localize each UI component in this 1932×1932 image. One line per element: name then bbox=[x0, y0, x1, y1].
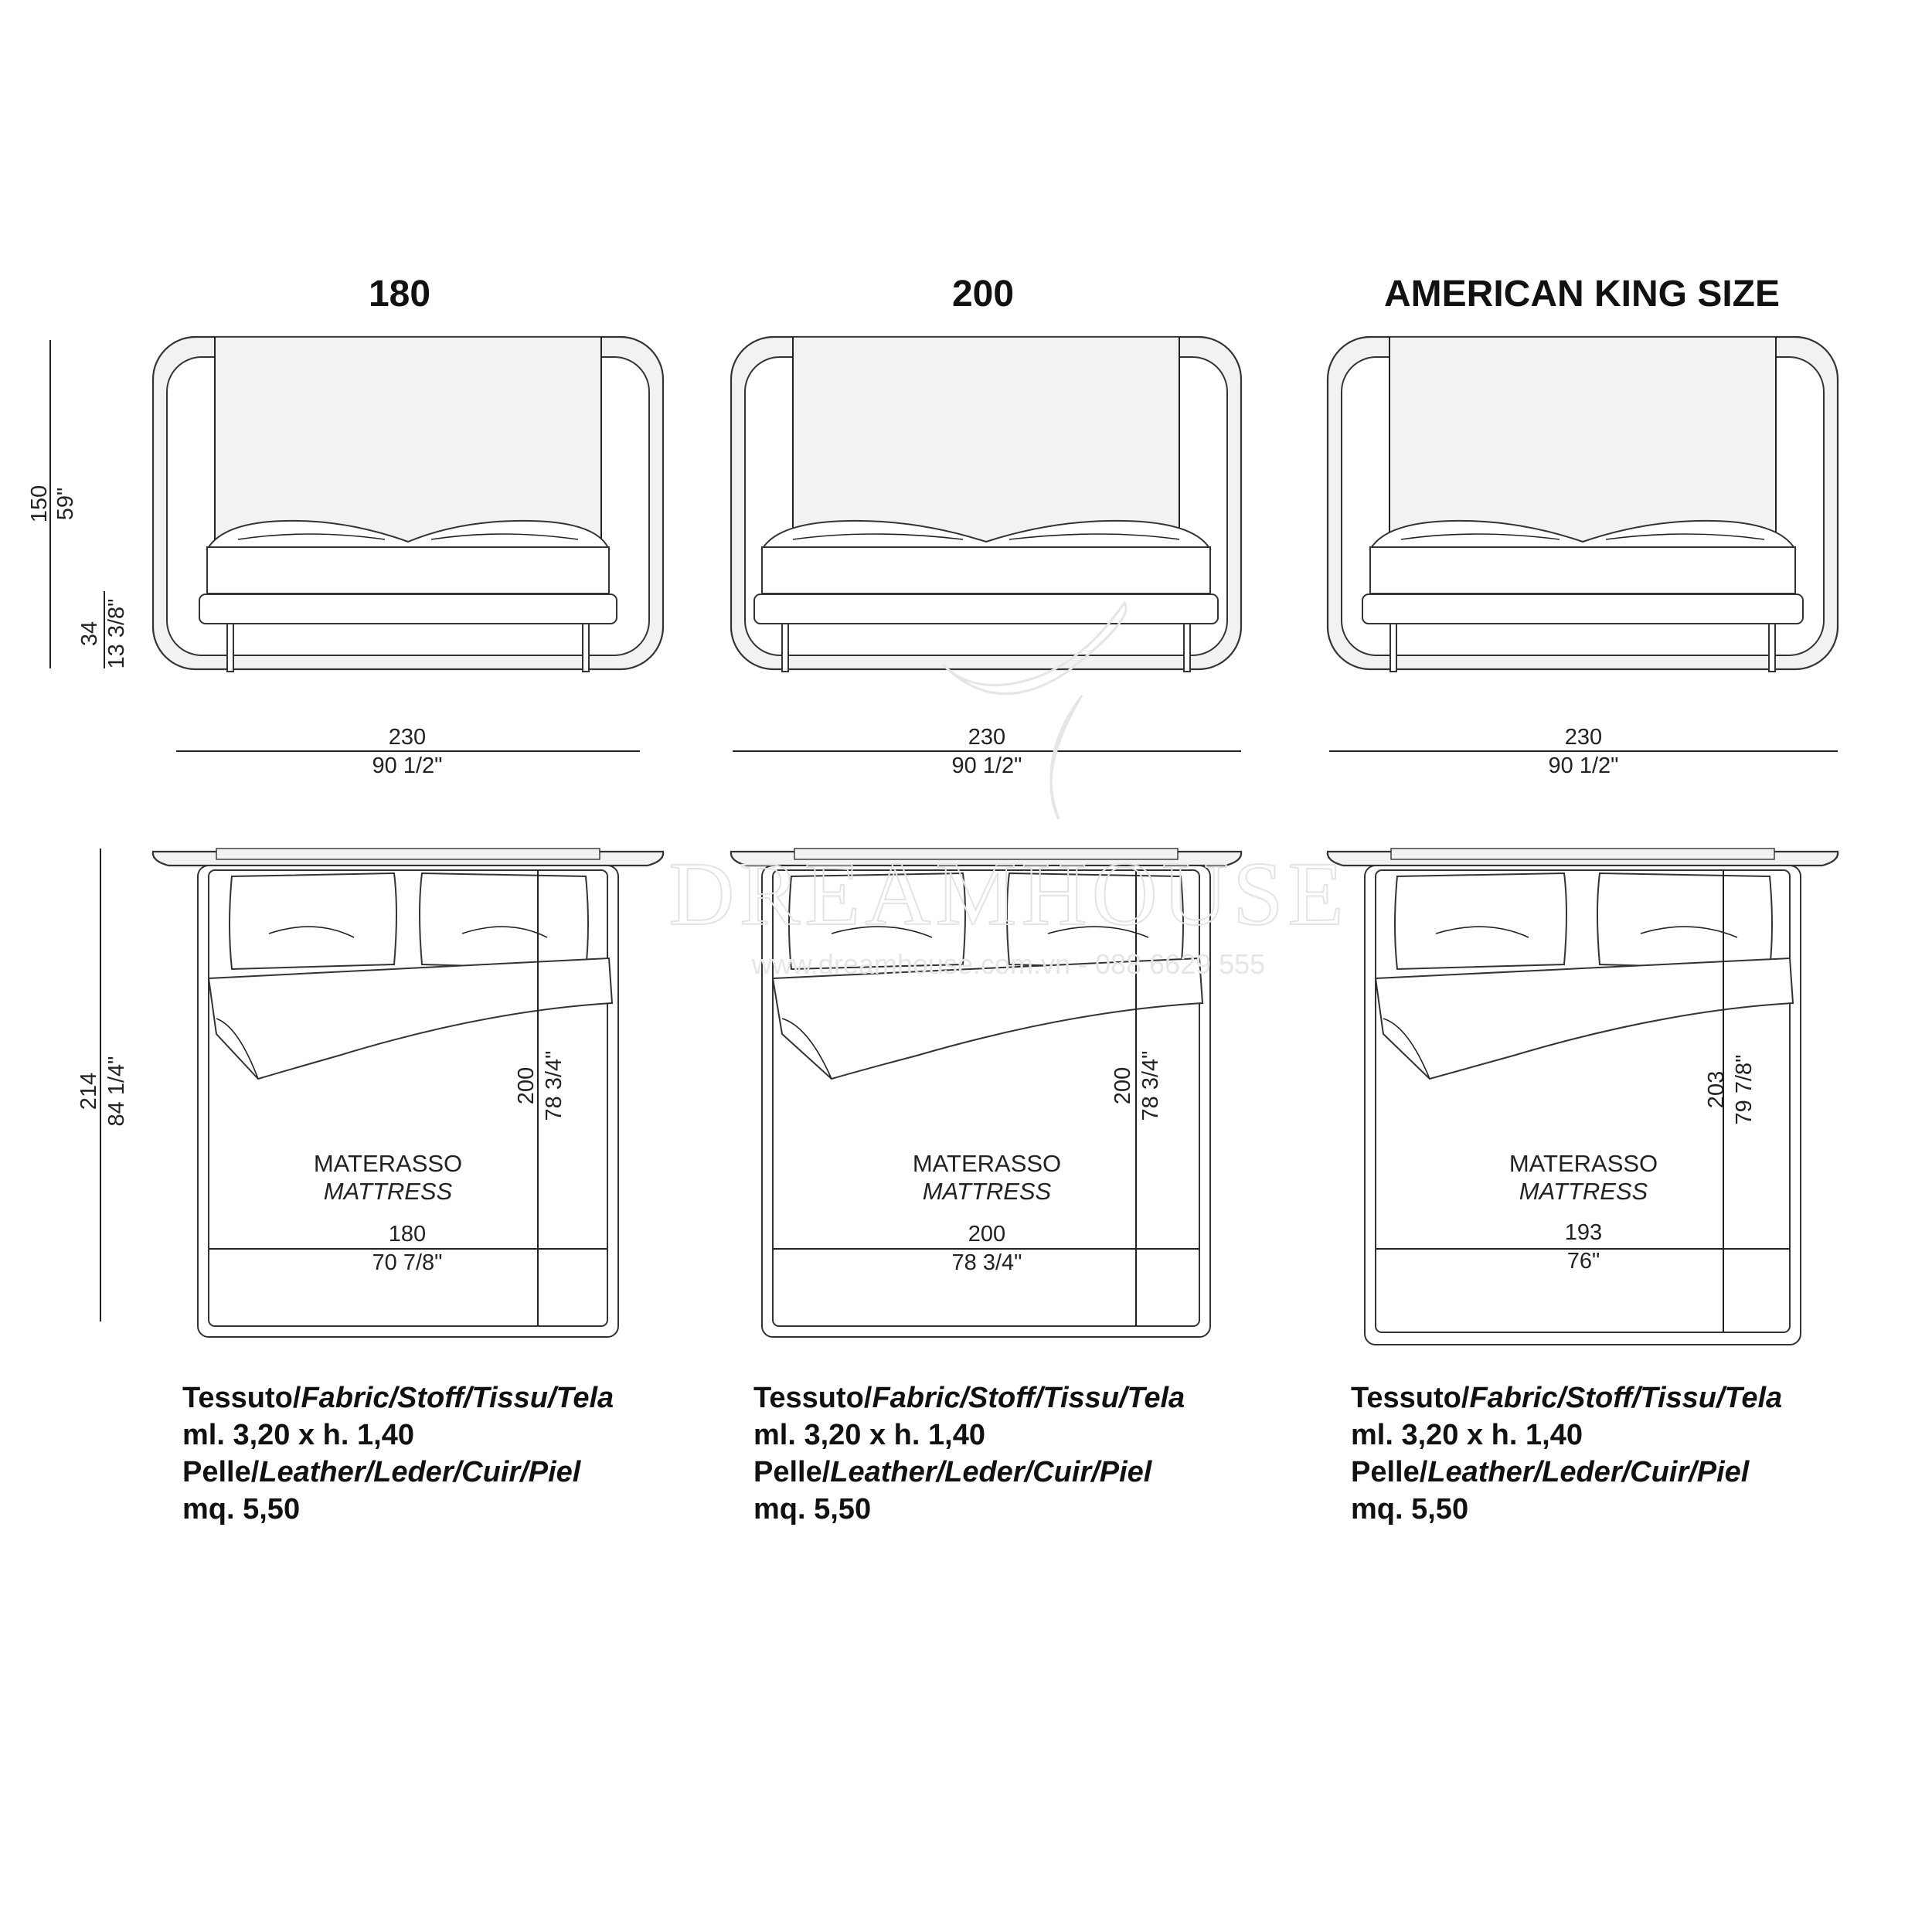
material-spec-200 bbox=[753, 1379, 1185, 1528]
fabric-amount: ml. 3,20 x h. 1,40 bbox=[1351, 1419, 1583, 1451]
base-height-in: 13 3/8" bbox=[104, 598, 129, 669]
width-cm: 230 bbox=[388, 725, 427, 750]
mattress-length-in-200: 78 3/4" bbox=[1138, 1050, 1163, 1121]
width-in: 90 1/2" bbox=[372, 753, 443, 778]
mattress-length-cm-180: 200 bbox=[514, 1066, 539, 1105]
front-view-american-king bbox=[1328, 337, 1838, 672]
height-cm: 150 bbox=[27, 485, 52, 523]
width-cm: 230 bbox=[1564, 725, 1603, 750]
leather-amount: mq. 5,50 bbox=[1351, 1493, 1469, 1526]
mattress-label-180: MATERASSO bbox=[313, 1150, 463, 1177]
watermark-contact: www.dreamhouse.com.vn - 088 6629 555 bbox=[751, 948, 1266, 980]
mattress-width-in-180: 70 7/8" bbox=[372, 1250, 443, 1275]
mattress-width-cm-200: 200 bbox=[968, 1222, 1006, 1247]
length-in: 84 1/4" bbox=[104, 1056, 129, 1127]
mattress-label-american-king: MATERASSO bbox=[1509, 1150, 1658, 1177]
mattress-width-in-american-king: 76" bbox=[1566, 1249, 1600, 1274]
fabric-amount: ml. 3,20 x h. 1,40 bbox=[182, 1419, 414, 1451]
fabric-line: Tessuto/Fabric/Stoff/Tissu/Tela bbox=[753, 1382, 1185, 1414]
mattress-label-200: MATERASSO bbox=[912, 1150, 1062, 1177]
leather-line: Pelle/Leather/Leder/Cuir/Piel bbox=[753, 1456, 1152, 1488]
mattress-length-in-180: 78 3/4" bbox=[542, 1050, 566, 1121]
mattress-length-cm-200: 200 bbox=[1111, 1066, 1135, 1105]
height-in: 59" bbox=[53, 487, 78, 521]
leather-line: Pelle/Leather/Leder/Cuir/Piel bbox=[1351, 1456, 1750, 1488]
leather-line: Pelle/Leather/Leder/Cuir/Piel bbox=[182, 1456, 581, 1488]
mattress-width-cm-american-king: 193 bbox=[1564, 1220, 1603, 1245]
leather-amount: mq. 5,50 bbox=[182, 1493, 301, 1526]
width-dimension-200 bbox=[733, 725, 1241, 778]
length-cm: 214 bbox=[77, 1072, 101, 1111]
height-dimension bbox=[27, 340, 129, 668]
width-dimension-180 bbox=[176, 725, 640, 778]
mattress-label-en-180: MATTRESS bbox=[323, 1178, 453, 1205]
width-in: 90 1/2" bbox=[951, 753, 1022, 778]
fabric-amount: ml. 3,20 x h. 1,40 bbox=[753, 1419, 985, 1451]
width-cm: 230 bbox=[968, 725, 1006, 750]
leather-amount: mq. 5,50 bbox=[753, 1493, 872, 1526]
base-height-cm: 34 bbox=[77, 621, 102, 647]
mattress-label-en-200: MATTRESS bbox=[922, 1178, 1052, 1205]
title-180: 180 bbox=[368, 274, 431, 315]
mattress-width-in-200: 78 3/4" bbox=[951, 1250, 1022, 1275]
mattress-length-in-american-king: 79 7/8" bbox=[1732, 1054, 1757, 1125]
material-spec-180 bbox=[182, 1379, 614, 1528]
length-dimension bbox=[77, 849, 129, 1321]
fabric-line: Tessuto/Fabric/Stoff/Tissu/Tela bbox=[182, 1382, 614, 1414]
title-200: 200 bbox=[951, 274, 1015, 315]
mattress-length-cm-american-king: 203 bbox=[1704, 1070, 1729, 1109]
width-dimension-american-king bbox=[1329, 725, 1838, 778]
fabric-line: Tessuto/Fabric/Stoff/Tissu/Tela bbox=[1351, 1382, 1783, 1414]
front-view-200 bbox=[731, 337, 1241, 672]
title-american-king: AMERICAN KING SIZE bbox=[1383, 274, 1781, 315]
mattress-label-en-american-king: MATTRESS bbox=[1519, 1178, 1648, 1205]
watermark-brand: DREAMHOUSE bbox=[668, 843, 1349, 944]
front-view-180 bbox=[153, 337, 663, 672]
material-spec-american-king bbox=[1351, 1379, 1782, 1528]
width-in: 90 1/2" bbox=[1548, 753, 1619, 778]
mattress-width-cm-180: 180 bbox=[388, 1222, 427, 1247]
